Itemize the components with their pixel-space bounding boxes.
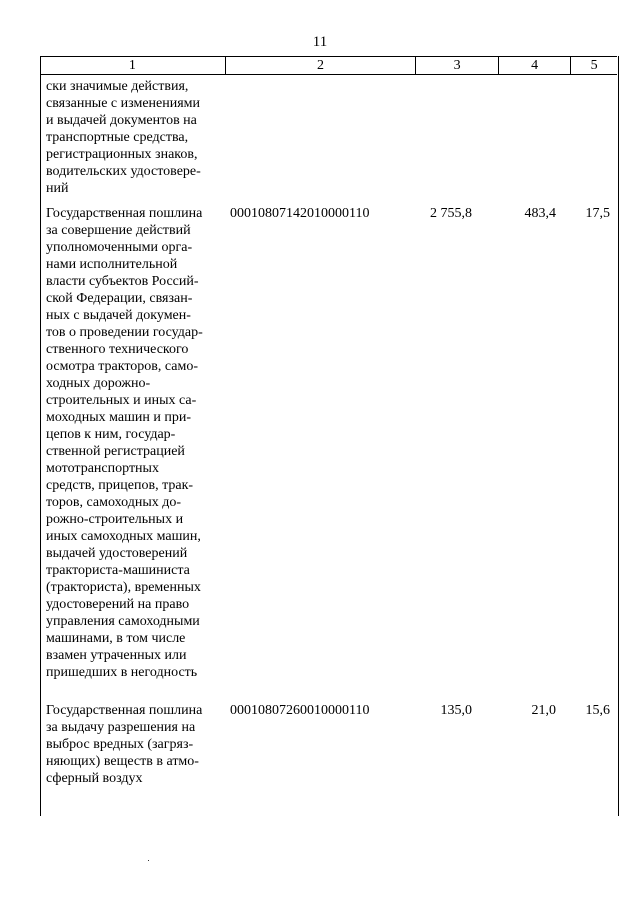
row-value-col3: 2 755,8 — [430, 206, 472, 221]
row-value-col5: 15,6 — [585, 703, 610, 718]
header-col-5: 5 — [590, 58, 598, 73]
scan-speck — [148, 860, 149, 861]
row-value-col4: 21,0 — [531, 703, 556, 718]
header-col-3: 3 — [416, 57, 498, 74]
row-code: 00010807142010000110 — [230, 206, 370, 221]
header-col-4: 4 — [499, 57, 572, 74]
row-name: Государственная пошлина за выдачу разрешения на выброс вредных (загряз- няющих) веществ в атмо- сферный воздух — [46, 703, 203, 786]
table-header-row — [40, 56, 617, 75]
row-code: 00010807260010000110 — [230, 703, 370, 718]
header-col-1: 1 — [40, 57, 226, 74]
row-value-col5: 17,5 — [585, 206, 610, 221]
header-col-2: 2 — [226, 57, 417, 74]
row-name: Государственная пошлина за совершение действий уполномоченными орга- нами исполнительной власти субъектов Россий- ской Федерации, связан- ных с выдачей докумен- тов о проведении государ- ственного технического осмотра тракторов, само- ходных дорожно- строительных и иных са- моходных машин и при- цепов к ним, государ- ственной регистрацией мототранспортных средств, прицепов, трак- торов, самоходных до- рожно-строительных и иных самоходных машин, выдачей удостоверений тракториста-машиниста (тракториста), временных удостоверений на право управления самоходными машинами, в том числе взамен утраченных или пришедших в негодность — [46, 206, 203, 680]
page-number: 11 — [312, 34, 328, 50]
row-value-col4: 483,4 — [524, 206, 556, 221]
row-value-col3: 135,0 — [440, 703, 472, 718]
continuation-text: ски значимые действия, связанные с изменениями и выдачей документов на транспортные средства, регистрационных знаков, водительских удостовере- ний — [46, 79, 201, 196]
